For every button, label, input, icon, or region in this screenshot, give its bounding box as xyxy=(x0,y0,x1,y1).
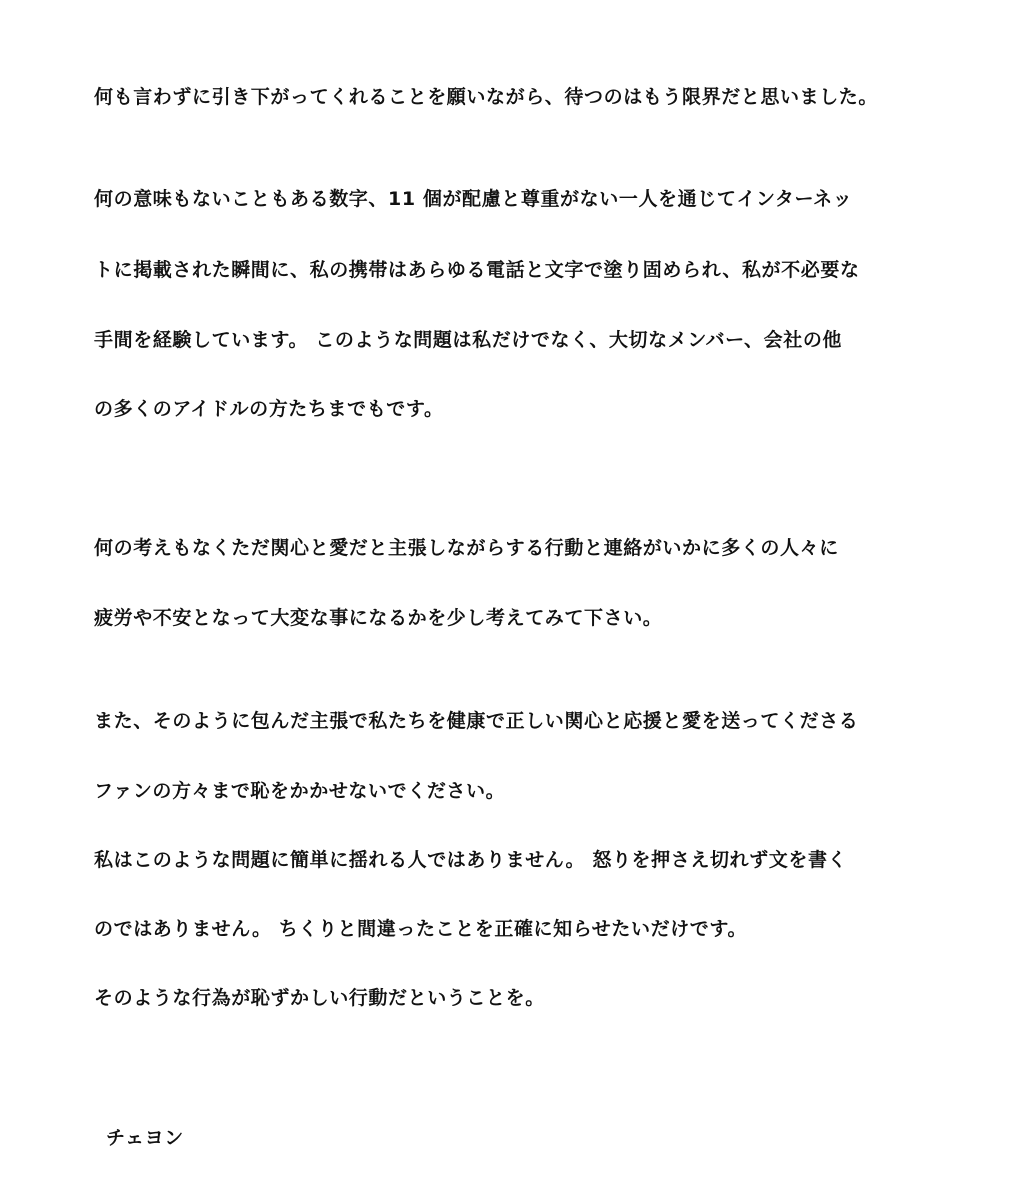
letter-line-9: ファンの方々まで恥をかかせないでください。 xyxy=(94,780,506,802)
letter-line-2: 何の意味もないこともある数字、11 個が配慮と尊重がない一人を通じてインターネッ xyxy=(94,188,853,210)
letter-line-3: トに掲載された瞬間に、私の携帯はあらゆる電話と文字で塗り固められ、私が不必要な xyxy=(94,259,860,281)
letter-line-6: 何の考えもなくただ関心と愛だと主張しながらする行動と連絡がいかに多くの人々に xyxy=(94,537,839,559)
letter-line-1: 何も言わずに引き下がってくれることを願いながら、待つのはもう限界だと思いました。 xyxy=(94,86,879,108)
signature: チェヨン xyxy=(106,1127,184,1149)
letter-line-7: 疲労や不安となって大変な事になるかを少し考えてみて下さい。 xyxy=(94,607,663,629)
letter-line-10: 私はこのような問題に簡単に揺れる人ではありません。 怒りを押さえ切れず文を書く xyxy=(94,849,848,871)
letter-line-5: の多くのアイドルの方たちまでもです。 xyxy=(94,398,444,420)
letter-line-4: 手間を経験しています。 このような問題は私だけでなく、大切なメンバー、会社の他 xyxy=(94,329,843,351)
letter-line-11: のではありません。 ちくりと間違ったことを正確に知らせたいだけです。 xyxy=(94,918,748,940)
letter-line-12: そのような行為が恥ずかしい行動だということを。 xyxy=(94,987,545,1009)
letter-line-8: また、そのように包んだ主張で私たちを健康で正しい関心と応援と愛を送ってくださる xyxy=(94,710,859,732)
